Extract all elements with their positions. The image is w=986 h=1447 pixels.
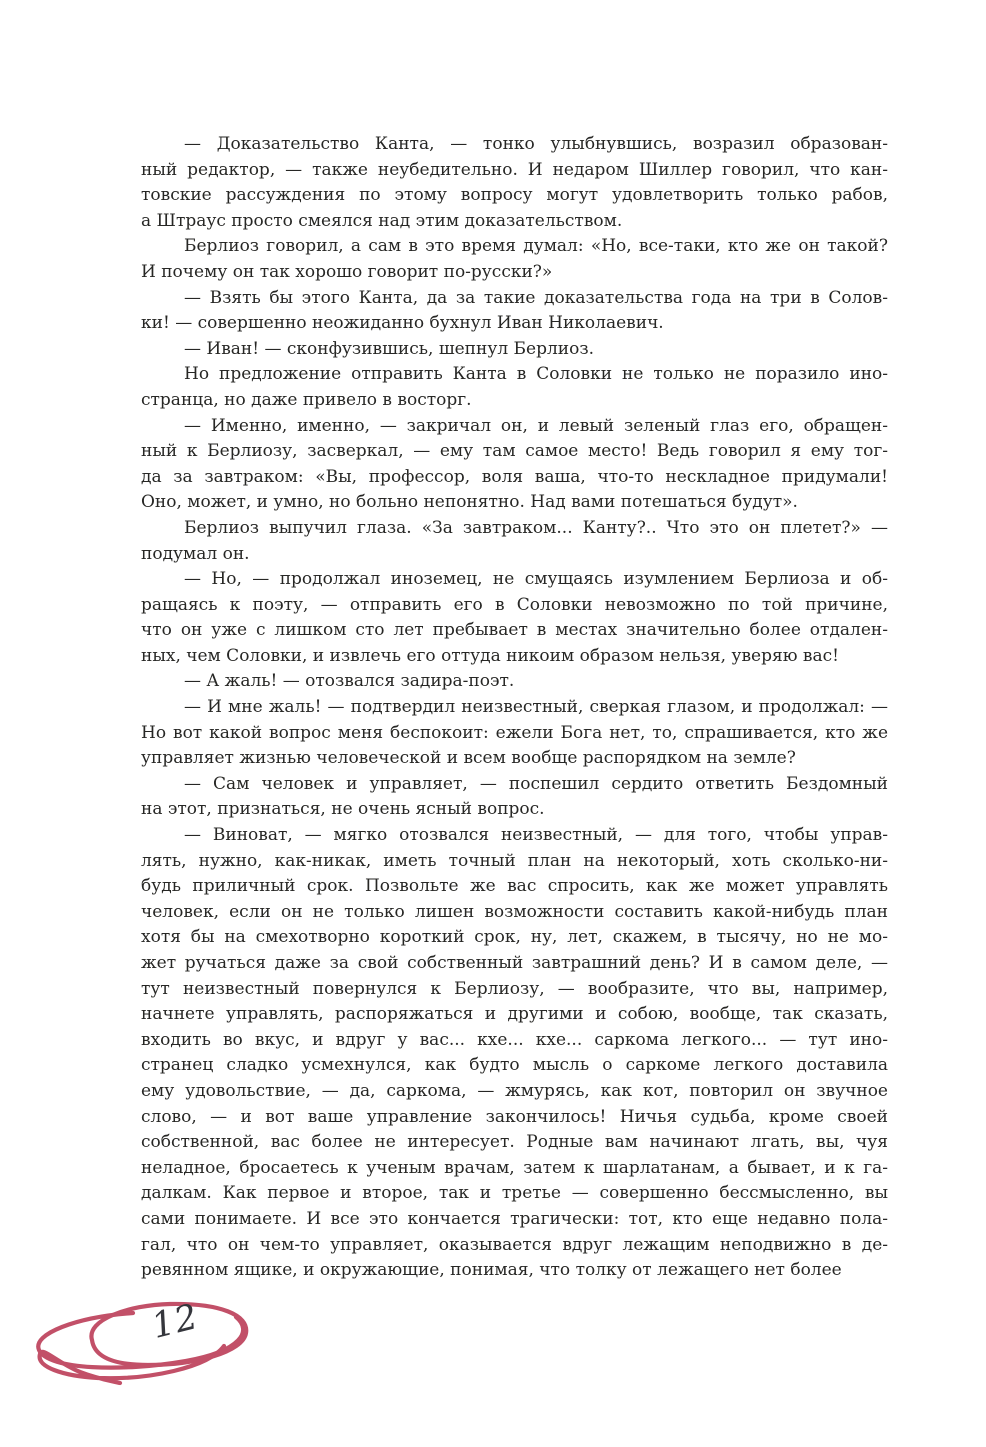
text-line: человек, если он не только лишен возможности составить какой-нибудь план <box>141 901 888 922</box>
text-line: на этот, признаться, не очень ясный вопрос. <box>141 799 545 820</box>
paragraph <box>141 414 888 516</box>
text-line: Берлиоз говорил, а сам в это время думал: «Но, все-таки, кто же он такой? <box>184 236 888 257</box>
text-line: подумал он. <box>141 543 250 564</box>
text-line: ный к Берлиозу, засверкал, — ему там самое место! Ведь говорил я ему тог- <box>141 441 888 462</box>
text-line: странца, но даже привело в восторг. <box>141 389 472 410</box>
text-line: Оно, может, и умно, но больно непонятно. Над вами потешаться будут». <box>141 492 798 513</box>
text-block <box>141 132 888 1284</box>
paragraph <box>141 337 888 363</box>
text-line: ный редактор, — также неубедительно. И недаром Шиллер говорил, что кан- <box>141 159 888 180</box>
text-line: Берлиоз выпучил глаза. «За завтраком... Канту?.. Что это он плетет?» — <box>184 517 888 538</box>
text-line: будь приличный срок. Позвольте же вас спросить, как же может управлять <box>141 876 888 897</box>
paragraph <box>141 132 888 234</box>
text-line: далкам. Как первое и второе, так и третье — совершенно бессмысленно, вы <box>141 1183 888 1204</box>
text-line: — Сам человек и управляет, — поспешил сердито ответить Бездомный <box>184 773 888 794</box>
text-line: странец сладко усмехнулся, как будто мысль о саркоме легкого доставила <box>141 1055 888 1076</box>
paragraph <box>141 823 888 1284</box>
scribble-loop-inner <box>38 1313 243 1368</box>
text-line: слово, — и вот ваше управление закончилось! Ничья судьба, кроме своей <box>141 1106 888 1127</box>
text-line: Но предложение отправить Канта в Соловки не только не поразило ино- <box>184 364 888 385</box>
text-line: — И мне жаль! — подтвердил неизвестный, сверкая глазом, и продолжал: — <box>184 697 888 718</box>
text-line: что он уже с лишком сто лет пребывает в местах значительно более отдален- <box>141 620 888 641</box>
text-line: начнете управлять, распоряжаться и другими и собою, вообще, так сказать, <box>141 1004 888 1025</box>
text-line: ки! — совершенно неожиданно бухнул Иван Николаевич. <box>141 313 664 334</box>
text-line: неладное, бросаетесь к ученым врачам, затем к шарлатанам, а бывает, и к га- <box>141 1157 888 1178</box>
text-line: — Именно, именно, — закричал он, и левый зеленый глаз его, обращен- <box>184 415 888 436</box>
paragraph <box>141 695 888 772</box>
hand-drawn-circle-icon <box>28 1284 268 1399</box>
paragraph <box>141 516 888 567</box>
text-line: сами понимаете. И все это кончается трагически: тот, кто еще недавно пола- <box>141 1208 888 1229</box>
text-line: — Но, — продолжал иноземец, не смущаясь изумлением Берлиоза и об- <box>184 569 888 590</box>
text-line: гал, что он чем-то управляет, оказывается вдруг лежащим неподвижно в де- <box>141 1234 888 1255</box>
text-line: — Доказательство Канта, — тонко улыбнувшись, возразил образован- <box>184 134 888 154</box>
text-line: — Иван! — сконфузившись, шепнул Берлиоз. <box>184 338 595 359</box>
text-line: собственной, вас более не интересует. Родные вам начинают лгать, вы, чуя <box>141 1132 888 1153</box>
text-line: И почему он так хорошо говорит по-русски?» <box>141 261 553 282</box>
paragraph <box>141 286 888 337</box>
page-number-annotation <box>28 1284 268 1399</box>
page-number: 12 <box>147 1296 203 1348</box>
text-line: жет ручаться даже за свой собственный завтрашний день? И в самом деле, — <box>141 953 888 973</box>
text-line: — Виноват, — мягко отозвался неизвестный, — для того, чтобы управ- <box>184 825 888 846</box>
text-line: — А жаль! — отозвался задира-поэт. <box>184 671 515 692</box>
text-line: товские рассуждения по этому вопросу могут удовлетворить только рабов, <box>141 185 888 206</box>
paragraph <box>141 772 888 823</box>
text-line: лять, нужно, как-никак, иметь точный план на некоторый, хоть сколько-ни- <box>141 850 888 871</box>
text-line: ревянном ящике, и окружающие, понимая, что толку от лежащего нет более <box>141 1260 842 1281</box>
text-line: тут неизвестный повернулся к Берлиозу, — вообразите, что вы, например, <box>141 978 888 999</box>
paragraph <box>141 362 888 413</box>
text-line: да за завтраком: «Вы, профессор, воля ваша, что-то нескладное придумали! <box>141 466 888 487</box>
paragraph <box>141 567 888 669</box>
paragraph <box>141 669 888 695</box>
paragraph <box>141 234 888 285</box>
text-line: входить во вкус, и вдруг у вас... кхе... кхе... саркома легкого... — тут ино- <box>141 1029 888 1050</box>
text-line: ему удовольствие, — да, саркома, — жмурясь, как кот, повторил он звучное <box>141 1080 888 1101</box>
text-line: а Штраус просто смеялся над этим доказательством. <box>141 210 623 231</box>
text-line: управляет жизнью человеческой и всем вообще распорядком на земле? <box>141 748 796 769</box>
text-line: хотя бы на смехотворно короткий срок, ну, лет, скажем, в тысячу, но не мо- <box>141 927 888 948</box>
text-line: ращаясь к поэту, — отправить его в Соловки невозможно по той причине, <box>141 594 888 615</box>
text-line: ных, чем Соловки, и извлечь его оттуда никоим образом нельзя, уверяю вас! <box>141 645 839 666</box>
text-line: — Взять бы этого Канта, да за такие доказательства года на три в Солов- <box>184 287 888 308</box>
text-line: Но вот какой вопрос меня беспокоит: ежели Бога нет, то, спрашивается, кто же <box>141 722 888 743</box>
